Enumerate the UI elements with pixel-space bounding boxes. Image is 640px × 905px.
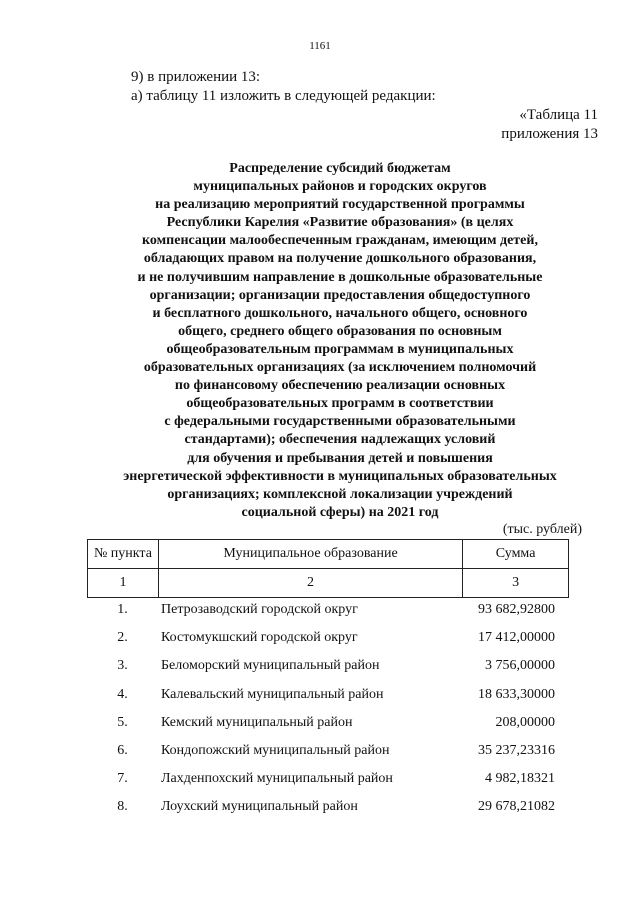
title-line: обладающих правом на получение дошкольного образования, — [143, 251, 537, 267]
row-number: 3. — [117, 658, 128, 674]
title-line: с федеральными государственными образовательными — [164, 414, 516, 430]
title-line: общеобразовательных программ в соответствии — [186, 396, 494, 412]
row-municipality: Петрозаводский городской округ — [161, 602, 358, 617]
title-line: и не получившим направление в дошкольные образовательные — [137, 269, 543, 285]
header-cell-sum: Сумма — [463, 540, 569, 569]
title-line: и бесплатного дошкольного, начального общего, основного — [152, 305, 528, 321]
column-number-3: 3 — [463, 569, 569, 598]
title-line: по финансовому обеспечению реализации основных — [174, 378, 506, 394]
row-municipality: Калевальский муниципальный район — [161, 686, 384, 702]
title-line: муниципальных районов и городских округов — [193, 179, 487, 195]
title-line: общеобразовательным программам в муниципальных — [166, 341, 514, 357]
page-number: 1161 — [309, 40, 331, 52]
row-sum: 4 982,18321 — [485, 771, 555, 787]
title-line: для обучения и пребывания детей и повышения — [187, 450, 493, 466]
title-line: социальной сферы) на 2021 год — [241, 504, 439, 520]
title-line: общего, среднего общего образования по основным — [178, 323, 502, 339]
row-municipality: Кемский муниципальный район — [161, 714, 353, 730]
column-number-2: 2 — [158, 569, 462, 598]
table-row — [87, 656, 569, 684]
table-reference — [501, 106, 598, 144]
table-row — [87, 769, 569, 797]
column-number-row — [88, 569, 569, 598]
row-sum: 17 412,00000 — [478, 630, 555, 646]
row-sum: 18 633,30000 — [478, 686, 555, 702]
row-municipality: Лахденпохский муниципальный район — [161, 771, 393, 787]
intro-line-2: а) таблицу 11 изложить в следующей редакции: — [131, 88, 436, 104]
row-sum: 35 237,23316 — [478, 742, 555, 758]
table-row — [87, 600, 569, 628]
row-municipality: Кондопожский муниципальный район — [161, 742, 390, 758]
header-row — [88, 540, 569, 569]
row-number: 4. — [117, 686, 128, 702]
row-number: 8. — [117, 799, 128, 815]
table-header — [87, 539, 569, 598]
row-number: 6. — [117, 742, 128, 758]
intro-line-1: 9) в приложении 13: — [131, 69, 261, 85]
title-line: на реализацию мероприятий государственной программы — [155, 197, 525, 213]
header-cell-municipality: Муниципальное образование — [158, 540, 462, 569]
table-body — [87, 600, 569, 826]
header-cell-number: № пункта — [88, 540, 159, 569]
table-reference-line-2: приложения 13 — [501, 126, 598, 142]
title-line: Республики Карелия «Развитие образования» (в целях — [166, 215, 514, 231]
table-row — [87, 797, 569, 825]
row-sum: 208,00000 — [495, 714, 555, 730]
table-row — [87, 713, 569, 741]
row-sum: 93 682,92800 — [478, 602, 555, 617]
title-line: Распределение субсидий бюджетам — [229, 161, 451, 176]
document-title — [60, 160, 620, 522]
row-number: 7. — [117, 771, 128, 787]
column-number-1: 1 — [88, 569, 159, 598]
title-line: организации; организации предоставления общедоступного — [149, 287, 531, 303]
table-reference-line-1: «Таблица 11 — [519, 107, 598, 123]
table-row — [87, 685, 569, 713]
row-number: 1. — [117, 602, 128, 617]
table-row — [87, 628, 569, 656]
table-row — [87, 741, 569, 769]
row-sum: 3 756,00000 — [485, 658, 555, 674]
row-sum: 29 678,21082 — [478, 799, 555, 815]
title-line: образовательных организациях (за исключением полномочий — [143, 360, 537, 376]
row-number: 5. — [117, 714, 128, 730]
unit-label: (тыс. рублей) — [502, 522, 582, 537]
title-line: энергетической эффективности в муниципальных образовательных — [123, 468, 557, 484]
row-municipality: Лоухский муниципальный район — [161, 799, 358, 815]
row-municipality: Костомукшский городской округ — [161, 630, 358, 646]
row-municipality: Беломорский муниципальный район — [161, 658, 380, 674]
row-number: 2. — [117, 630, 128, 646]
title-line: стандартами); обеспечения надлежащих условий — [184, 432, 496, 448]
title-line: организациях; комплексной локализации учреждений — [167, 486, 513, 502]
title-line: компенсации малообеспеченным гражданам, имеющим детей, — [142, 233, 538, 249]
